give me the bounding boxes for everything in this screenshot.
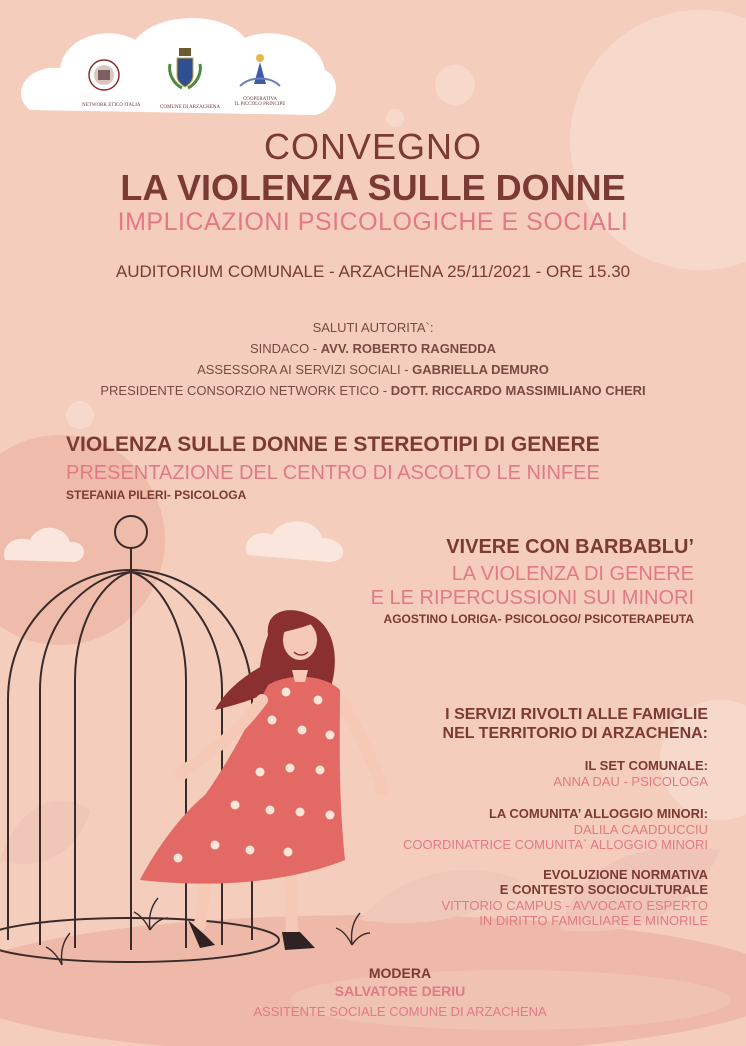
cloud (246, 521, 343, 562)
bg-dot (435, 65, 475, 105)
consorzio-logo (82, 58, 141, 108)
services-heading-1: I SERVIZI RIVOLTI ALLE FAMIGLIE (445, 706, 708, 723)
greeting-line (0, 341, 746, 356)
service-title: EVOLUZIONE NORMATIVA (543, 867, 708, 882)
bg-dot (386, 109, 404, 127)
greeting-name: GABRIELLA DEMURO (412, 362, 549, 377)
consorzio-caption: NETWORK ETICO ITALIA (82, 103, 141, 108)
leaf (0, 801, 90, 865)
greetings-heading: SALUTI AUTORITA`: (312, 320, 434, 335)
woman-figure (140, 610, 389, 950)
page-title: LA VIOLENZA SULLE DONNE (120, 167, 626, 208)
subtitle: IMPLICAZIONI PSICOLOGICHE E SOCIALI (117, 208, 629, 236)
talk2-subtitle-2: E LE RIPERCUSSIONI SUI MINORI (370, 587, 694, 609)
moderator-role: ASSITENTE SOCIALE COMUNE DI ARZACHENA (253, 1004, 547, 1019)
cooperativa-logo (232, 50, 288, 108)
greeting-role: ASSESSORA AI SERVIZI SOCIALI - (197, 362, 413, 377)
services-heading-2: NEL TERRITORIO DI ARZACHENA: (442, 725, 708, 742)
greeting-line (0, 362, 746, 377)
service-title: E CONTESTO SOCIOCULTURALE (499, 882, 708, 897)
greeting-name: AVV. ROBERTO RAGNEDDA (320, 341, 497, 356)
talk1-subtitle: PRESENTAZIONE DEL CENTRO DI ASCOLTO LE NINFEE (66, 462, 600, 484)
talk1-speaker: STEFANIA PILERI- PSICOLOGA (66, 488, 247, 502)
moderator-name: SALVATORE DERIU (334, 983, 466, 999)
service-detail: ANNA DAU - PSICOLOGA (553, 774, 708, 789)
bg-dot (66, 401, 94, 429)
talk2-speaker: AGOSTINO LORIGA- PSICOLOGO/ PSICOTERAPEUTA (383, 612, 694, 626)
service-title: IL SET COMUNALE: (584, 758, 708, 773)
consorzio-emblem-icon (82, 58, 126, 92)
greeting-line (0, 383, 746, 398)
cooperativa-caption-2: IL PICCOLO PRINCIPE (234, 102, 286, 107)
talk1-title: VIOLENZA SULLE DONNE E STEREOTIPI DI GENERE (66, 433, 600, 456)
service-detail: DALILA CAADDUCCIU (573, 822, 708, 837)
venue-line: AUDITORIUM COMUNALE - ARZACHENA 25/11/2021 - ORE 15.30 (115, 262, 631, 281)
service-title: LA COMUNITA’ ALLOGGIO MINORI: (488, 806, 708, 821)
kicker: CONVEGNO (263, 126, 483, 167)
greeting-role: PRESIDENTE CONSORZIO NETWORK ETICO - (100, 383, 391, 398)
comune-logo (160, 46, 220, 110)
moderator-label: MODERA (368, 965, 432, 981)
service-detail: COORDINATRICE COMUNITA` ALLOGGIO MINORI (402, 837, 708, 852)
comune-caption: COMUNE DI ARZACHENA (160, 105, 220, 110)
coat-of-arms-icon (160, 46, 210, 92)
greeting-name: DOTT. RICCARDO MASSIMILIANO CHERI (390, 383, 646, 398)
service-detail: VITTORIO CAMPUS - AVVOCATO ESPERTO (441, 898, 708, 913)
cooperativa-caption-1: COOPERATIVA (242, 97, 278, 102)
talk2-subtitle-1: LA VIOLENZA DI GENERE (451, 563, 694, 585)
little-prince-icon (232, 50, 288, 92)
service-detail: IN DIRITTO FAMIGLIARE E MINORILE (479, 913, 708, 928)
greeting-role: SINDACO - (249, 341, 321, 356)
talk2-title: VIVERE CON BARBABLU’ (446, 536, 694, 558)
